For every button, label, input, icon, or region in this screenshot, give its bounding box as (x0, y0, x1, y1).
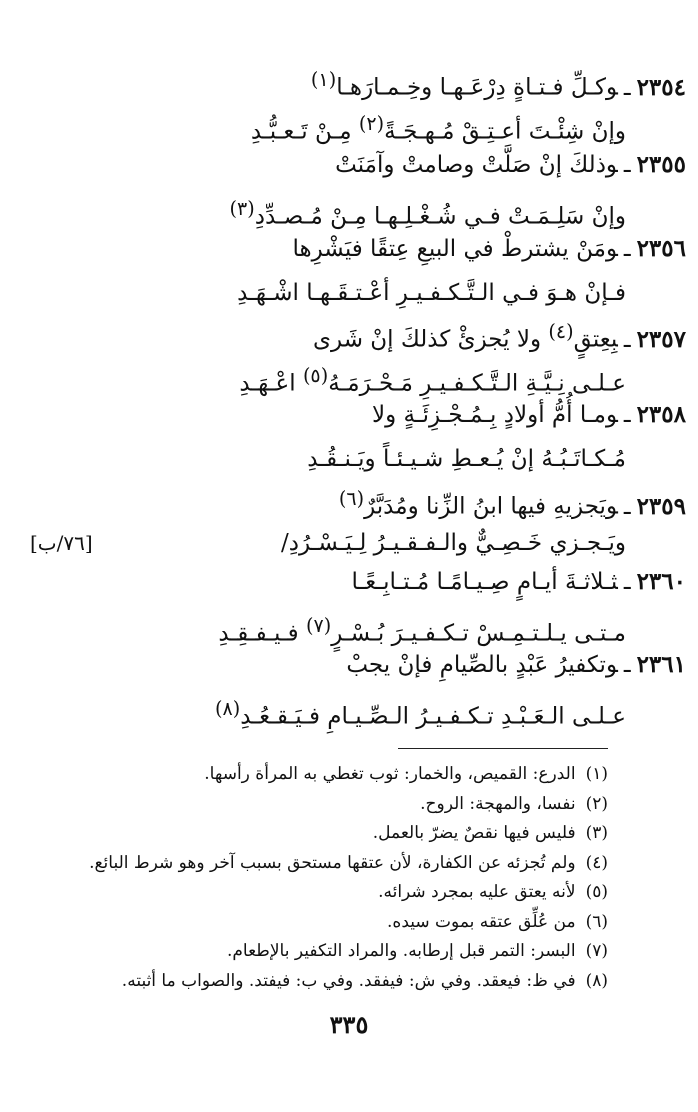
folio-marker: [٧٦/ب] (30, 531, 93, 555)
verse (26, 560, 686, 648)
verse-number: ٢٣٦١ (636, 651, 686, 678)
verse-text: عـلـى نِـيَّـةِ الـتَّـكـفـيـرِ مَـحْـرَمَـهُ (328, 370, 626, 397)
verse-first-hemistich (26, 58, 686, 102)
footnote (48, 849, 608, 879)
verse (26, 477, 686, 565)
footnote-text: نفسا، والمهجة: الروح. (420, 793, 576, 814)
verse-second-hemistich (26, 521, 686, 565)
footnote-text: لأنه يعتق عليه بمجرد شرائه. (378, 882, 576, 902)
verse-second-hemistich (26, 354, 686, 398)
verse-first-hemistich (26, 643, 686, 687)
verse (26, 58, 686, 146)
footnote-separator (398, 748, 608, 749)
footnote (48, 819, 608, 849)
footnote (48, 937, 608, 967)
verse-text: ويَـجـزي خَـصِـيٌّ والـفـقـيـرُ لِـيَـسْـرُدِ/ (281, 530, 626, 556)
verse (26, 143, 686, 231)
verse-text: ومَنْ يشترطْ في البيعِ عِتقًا فيَشْرِها (292, 236, 618, 262)
footnote-ref: (٧) (305, 614, 332, 637)
footnote-ref: (٥) (302, 364, 329, 387)
footnote-number: (٧) (585, 941, 608, 961)
verse-text: ويَجزيهِ فيها ابنُ الزِّنا ومُدَبَّرٌ (364, 493, 618, 520)
verse-first-hemistich (26, 560, 686, 604)
verse-text: وإنْ سَلِـمَـتْ فـي شُـغْـلِـهـا مِـنْ مُـصـدِّدِ (254, 203, 626, 230)
footnote-number: (٤) (585, 852, 608, 873)
footnote-number: (٨) (585, 970, 608, 991)
verse-text: وإنْ شِئْـتَ أعـتِـقْ مُـهـجَـةً (384, 118, 626, 145)
verse (26, 643, 686, 731)
footnote-text: في ظ: فيعقد. وفي ش: فيفقد. وفي ب: فيفتد. والصواب ما أثبته. (121, 970, 576, 991)
verse-first-hemistich (26, 477, 686, 521)
verse-second-hemistich (26, 271, 686, 315)
verse-text: فـإنْ هـوَ فـي الـتَّـكـفـيـرِ أعْـتـقَـهـا اشْـهَـدِ (237, 280, 626, 306)
verse-second-hemistich (26, 687, 686, 731)
verse-number: ٢٣٥٦ (636, 235, 686, 262)
footnote-text: البسر: التمر قبل إرطابه. والمراد التكفير بالإطعام. (226, 941, 576, 961)
footnote-ref: (١) (310, 68, 337, 91)
verse-text: وكـلِّ فـتـاةٍ دِرْعَـهـا وخِـمـارَهـا (336, 74, 618, 101)
verse-first-hemistich (26, 393, 686, 437)
verse-number: ٢٣٦٠ (636, 568, 686, 595)
dash: ـ (623, 493, 631, 520)
verse-number: ٢٣٥٥ (636, 151, 686, 178)
footnote-number: (٥) (585, 882, 608, 902)
verse-text: وتكفيرُ عَبْدٍ بالصِّيامِ فإنْ يجبْ (346, 652, 618, 678)
verse-text: مُـكـاتَـبُـهُ إنْ يُـعـطِ شـيـئـاً ويَـنـقُـدِ (307, 446, 626, 472)
dash: ـ (623, 652, 631, 678)
dash: ـ (623, 236, 631, 262)
dash: ـ (623, 326, 631, 353)
footnote-text: من عُلِّق عتقه بموت سيده. (387, 911, 576, 932)
footnote-ref: (٨) (215, 697, 241, 720)
verse-text: ومـا أُمُّ أولادٍ بِـمُـجْـزِئَـةٍ ولا (372, 402, 618, 428)
footnote-number: (٢) (585, 793, 608, 814)
verse-number: ٢٣٥٨ (636, 401, 686, 428)
verse-second-hemistich (26, 102, 686, 146)
footnote (48, 790, 608, 820)
verse-second-hemistich (26, 604, 686, 648)
footnote-number: (٦) (585, 911, 608, 932)
footnotes (48, 760, 608, 996)
footnote-text: ولم تُجزئه عن الكفارة، لأن عتقها مستحق بسبب آخر وهو شرط البائع. (89, 852, 576, 873)
verse-number: ٢٣٥٧ (636, 325, 686, 353)
verse (26, 310, 686, 398)
verse-number: ٢٣٥٩ (636, 492, 686, 520)
verse-text: مِـنْ تَـعـبُّـدِ (250, 118, 352, 145)
verse-text: عـلـى الـعَـبْـدِ تـكـفـيـرُ الـصِّـيـامِ فـيَـقـعُـدِ (240, 703, 626, 730)
footnote-ref: (٦) (338, 487, 365, 510)
verse-text: ولا يُجزئْ كذلكَ إنْ شَرى (313, 326, 542, 353)
footnote (48, 760, 608, 790)
footnote (48, 878, 608, 908)
verse-second-hemistich (26, 437, 686, 481)
footnote (48, 967, 608, 997)
footnote-ref: (٢) (358, 112, 385, 135)
verse (26, 227, 686, 315)
verse-text: فـيـفـقِـدِ (218, 620, 299, 647)
verse-second-hemistich (26, 187, 686, 231)
page-number: ٣٣٥ (329, 1010, 369, 1039)
verse (26, 393, 686, 481)
footnote-number: (١) (585, 764, 608, 784)
footnote (48, 908, 608, 938)
verse-text: مـتـى يـلـتـمِـسْ تـكـفـيـرَ بُـسْـرٍ (331, 620, 626, 647)
verse-number: ٢٣٥٤ (636, 73, 686, 101)
footnote-text: الدرع: القميص، والخمار: ثوب تغطي به المرأة رأسها. (204, 764, 576, 784)
footnote-number: (٣) (585, 823, 608, 843)
verse-first-hemistich (26, 310, 686, 354)
verse-text: اعْـهَـدِ (239, 370, 296, 397)
verse-text: وذلكَ إنْ صَلَّتْ وصامتْ وآمَنَتْ (335, 152, 618, 178)
dash: ـ (623, 152, 631, 178)
dash: ـ (623, 74, 631, 101)
footnote-text: فليس فيها نقصٌ يضرّ بالعمل. (372, 823, 576, 843)
verse-text: بِعِتقٍ (573, 326, 618, 353)
verse-first-hemistich (26, 227, 686, 271)
footnote-ref: (٤) (548, 320, 574, 343)
verse-first-hemistich (26, 143, 686, 187)
verse-text: ثـلاثـةَ أيـامٍ صِـيـامًـا مُـتـابِـعًـا (351, 569, 618, 595)
dash: ـ (623, 402, 631, 428)
footnote-ref: (٣) (229, 197, 255, 220)
dash: ـ (623, 569, 631, 595)
